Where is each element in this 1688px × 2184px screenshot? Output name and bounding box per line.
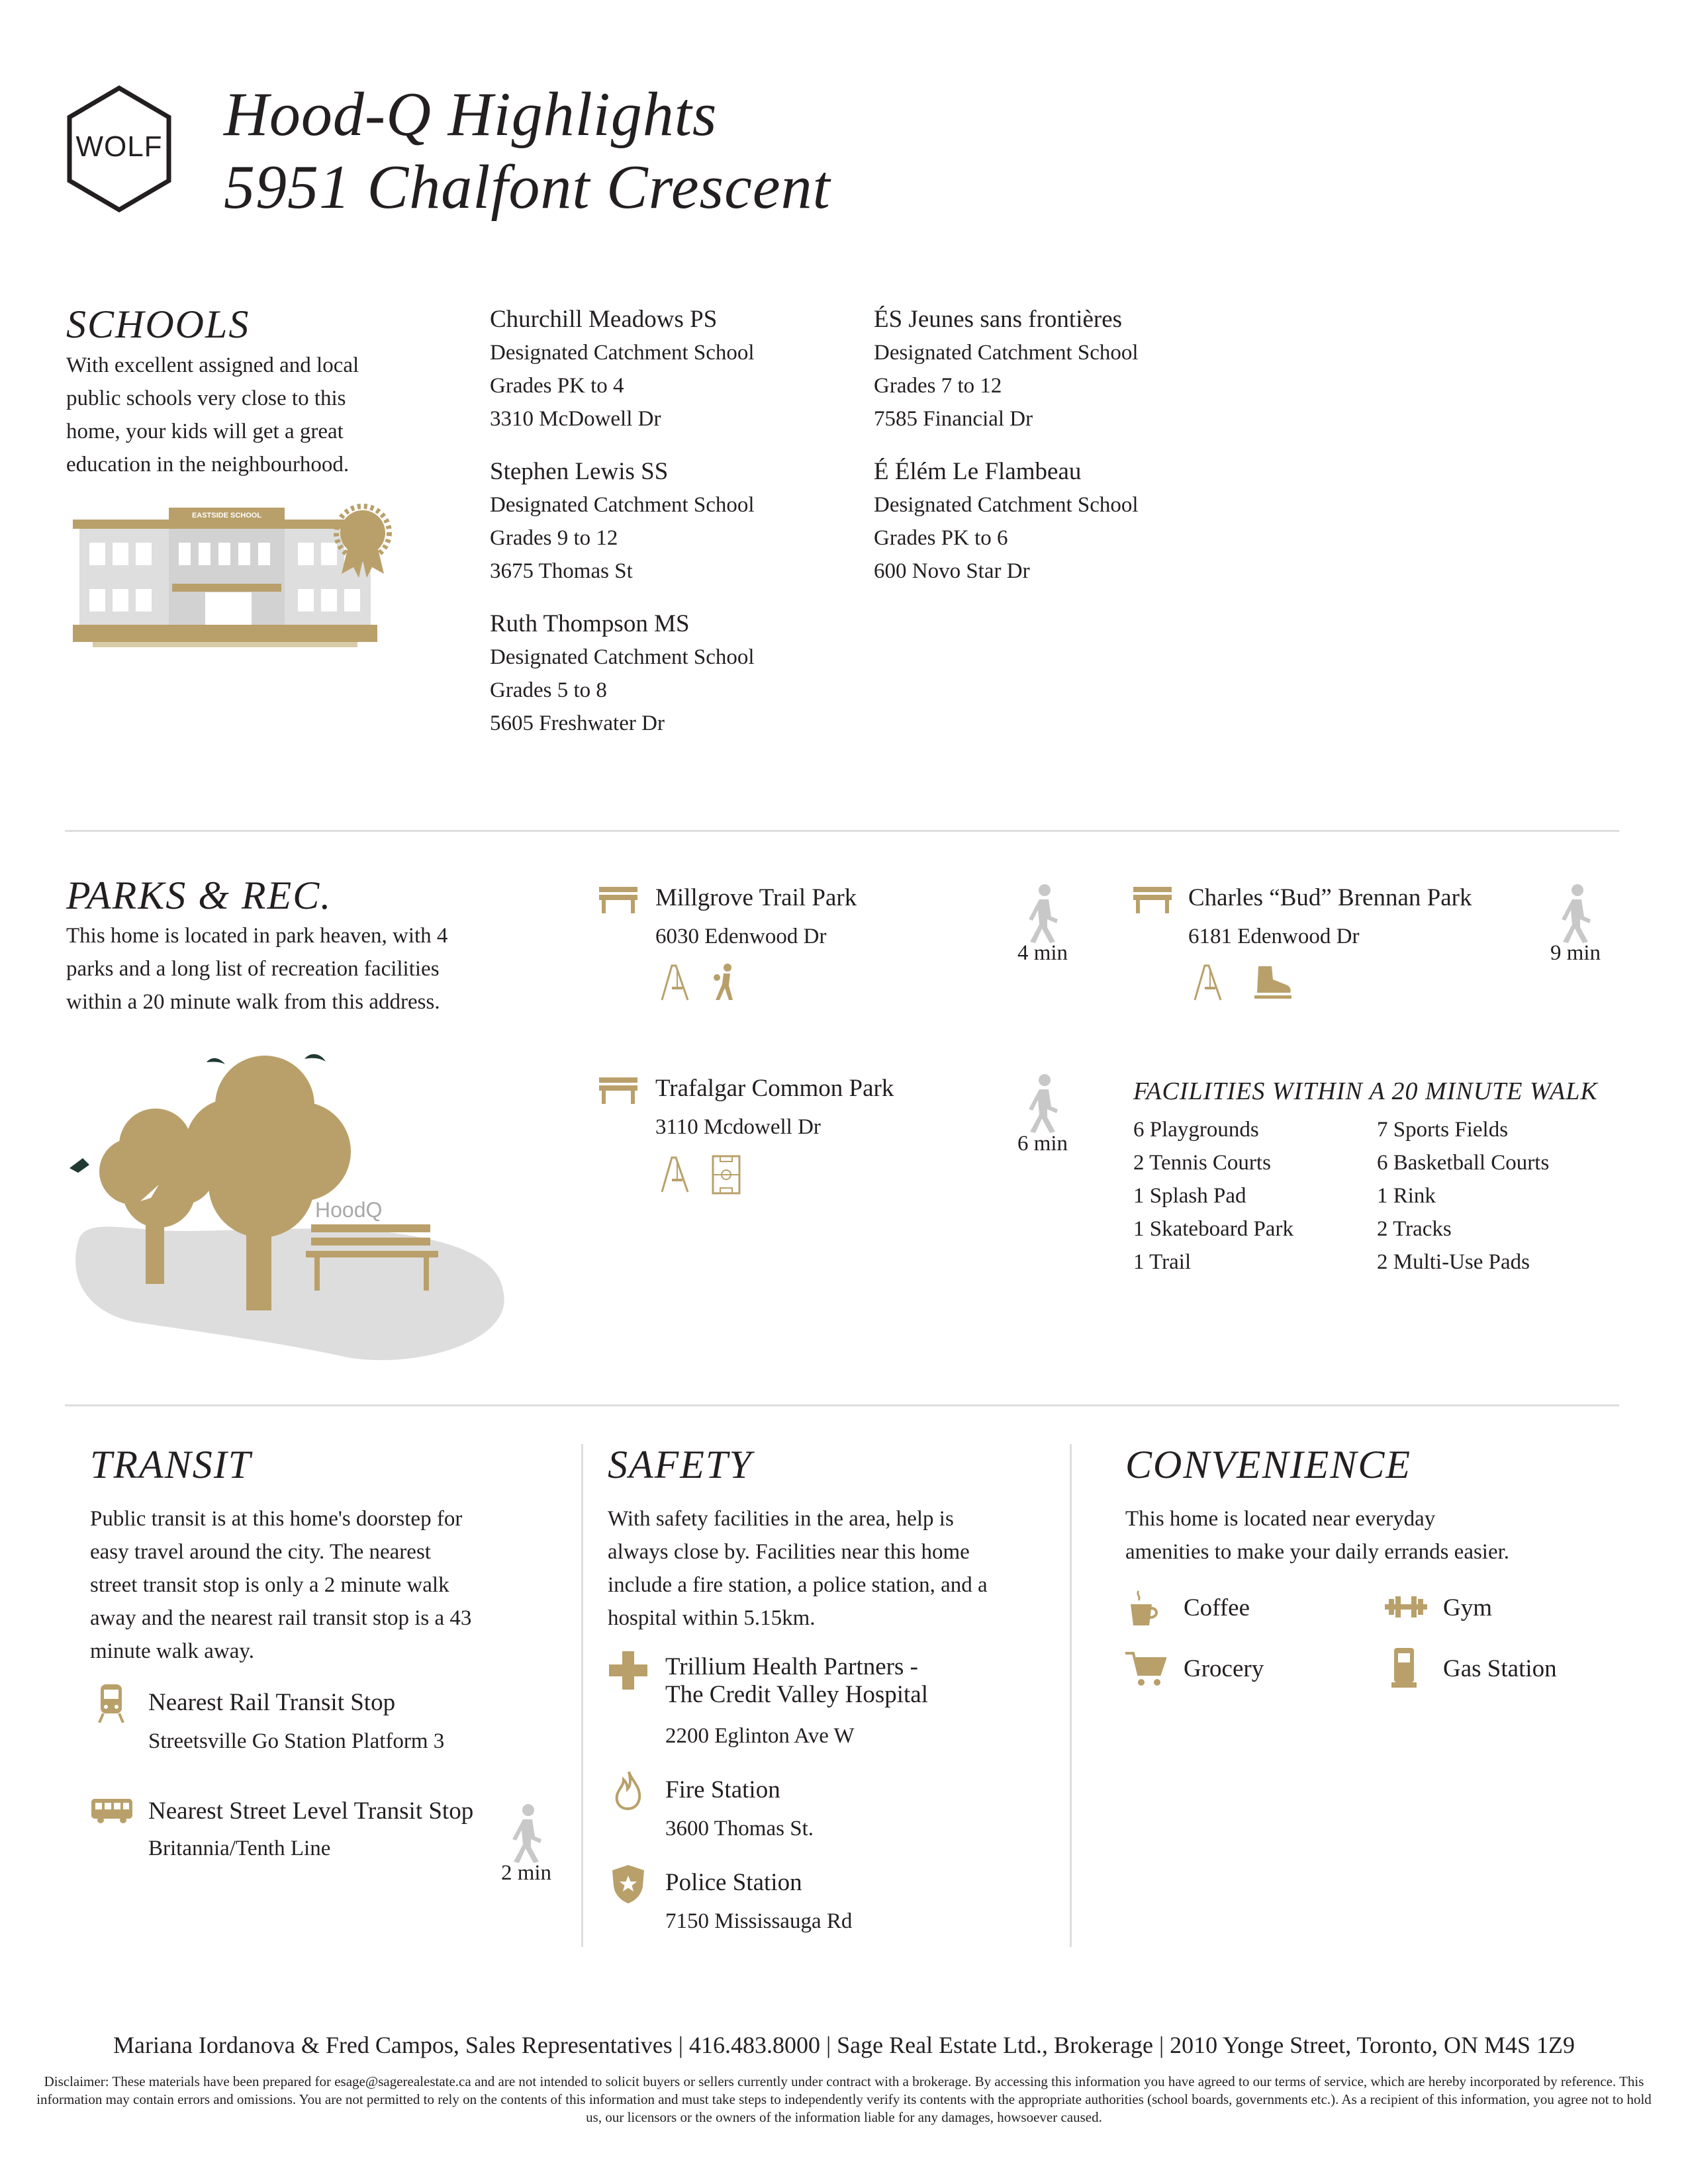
transit-heading: TRANSIT [90, 1443, 252, 1486]
parks-description: This home is located in park heaven, with 4 parks and a long list of recreation facilities within a 20 minute walk from this address. [66, 924, 448, 1014]
police-badge-icon [612, 1865, 644, 1903]
column-divider [581, 1444, 583, 1947]
bench-icon [599, 887, 637, 913]
bench-icon [599, 1077, 637, 1104]
list-item: 6 Playgrounds [1133, 1118, 1259, 1142]
hospital-cross-icon [609, 1651, 647, 1690]
school-item: ÉS Jeunes sans frontières Designated Catchment School Grades 7 to 12 7585 Financial Dr [874, 306, 1139, 431]
park-address: 3110 Mcdowell Dr [655, 1115, 821, 1139]
walk-time: 4 min [1017, 941, 1068, 965]
park-illustration [66, 1032, 516, 1377]
hoodq-label: HoodQ [315, 1198, 383, 1222]
walk-time: 9 min [1550, 941, 1601, 965]
gym-icon [1385, 1596, 1427, 1617]
school-illustration [73, 490, 404, 655]
transit-description: Public transit is at this home's doorstep for easy travel around the city. The nearest street transit stop is only a 2 minute walk away and the nearest rail transit stop is a 43 minute walk away. [90, 1507, 472, 1663]
walk-icon [1025, 884, 1062, 943]
facilities-list-left [1133, 1113, 1293, 1279]
park-name: Trafalgar Common Park [655, 1075, 894, 1102]
safety-description: With safety facilities in the area, help is always close by. Facilities near this home include a fire station, a police station, and a hospital within 5.15km. [608, 1507, 988, 1630]
hospital-name: Trillium Health Partners - The Credit Valley Hospital [665, 1653, 928, 1708]
walk-time: 6 min [1017, 1132, 1068, 1156]
logo [63, 83, 175, 215]
bus-icon [91, 1799, 132, 1824]
list-item: 1 Rink [1377, 1184, 1436, 1208]
logo-text: WOLF [75, 130, 163, 163]
grocery-cart-icon [1125, 1651, 1166, 1688]
coffee-icon [1129, 1590, 1158, 1627]
police-station-address: 7150 Mississauga Rd [665, 1909, 853, 1933]
page-address: 5951 Chalfont Crescent [224, 153, 831, 222]
street-stop-name: Britannia/Tenth Line [148, 1837, 331, 1860]
school-item: Churchill Meadows PS Designated Catchment School Grades PK to 4 3310 McDowell Dr [490, 306, 755, 431]
list-item: 6 Basketball Courts [1377, 1151, 1550, 1175]
convenience-grocery: Grocery [1184, 1655, 1264, 1682]
convenience-gas-station: Gas Station [1443, 1655, 1557, 1682]
safety-heading: SAFETY [608, 1443, 753, 1486]
footer-contact: Mariana Iordanova & Fred Campos, Sales Representatives | 416.483.8000 | Sage Real Estate Ltd., Brokerage | 2010 Yonge Street, Toronto, ON M4S 1Z9 [113, 2032, 1575, 2058]
gas-station-icon [1391, 1648, 1418, 1688]
list-item: 2 Multi-Use Pads [1377, 1250, 1530, 1274]
park-name: Charles “Bud” Brennan Park [1188, 884, 1472, 911]
street-stop-label: Nearest Street Level Transit Stop [148, 1797, 474, 1825]
list-item: 1 Splash Pad [1133, 1184, 1246, 1208]
park-address: 6030 Edenwood Dr [655, 925, 827, 948]
footer-disclaimer: Disclaimer: These materials have been prepared for esage@sagerealestate.ca and are not intended to solicit buyers or sellers currently under contract with a brokerage. By accessing this information you have agreed to our terms of service, which are hereby incorporated by reference. This information may contain errors and omissions. You are not permitted to rely on the contents of this information and must take steps to independently verify its contents with the appropriate authorities (school boards, governments etc.). As a recipient of this information, you agree not to hold us, our licensors or the owners of the information liable for any damages, howsoever caused. [36, 2073, 1652, 2125]
walk-icon [1558, 884, 1595, 943]
bench-icon [1133, 887, 1172, 913]
schools-heading: SCHOOLS [66, 302, 250, 346]
column-divider [1070, 1444, 1072, 1947]
walk-time: 2 min [500, 1861, 552, 1885]
convenience-coffee: Coffee [1184, 1594, 1250, 1621]
rail-stop-label: Nearest Rail Transit Stop [148, 1689, 396, 1716]
divider [65, 1404, 1619, 1406]
park-trees-icon [66, 1032, 516, 1377]
playground-icon [659, 1155, 692, 1193]
hospital-address: 2200 Eglinton Ave W [665, 1724, 855, 1748]
facilities-heading: FACILITIES WITHIN A 20 MINUTE WALK [1133, 1077, 1598, 1105]
list-item: 1 Trail [1133, 1250, 1192, 1274]
walk-icon [1025, 1073, 1062, 1133]
school-item: É Élém Le Flambeau Designated Catchment School Grades PK to 6 600 Novo Star Dr [874, 458, 1139, 583]
school-item: Ruth Thompson MS Designated Catchment School Grades 5 to 8 5605 Freshwater Dr [490, 610, 755, 735]
fire-station-address: 3600 Thomas St. [665, 1817, 814, 1841]
playground-icon [659, 963, 692, 1001]
train-icon [98, 1684, 124, 1723]
sports-field-icon [712, 963, 738, 1001]
park-address: 6181 Edenwood Dr [1188, 925, 1360, 948]
convenience-description: This home is located near everyday amenities to make your daily errands easier. [1125, 1507, 1510, 1564]
parks-heading: PARKS & REC. [66, 874, 332, 917]
convenience-heading: CONVENIENCE [1125, 1443, 1412, 1486]
soccer-field-icon [712, 1155, 741, 1195]
list-item: 7 Sports Fields [1377, 1118, 1509, 1142]
list-item: 2 Tennis Courts [1133, 1151, 1271, 1175]
park-name: Millgrove Trail Park [655, 884, 857, 911]
school-sign: EASTSIDE SCHOOL [191, 512, 262, 520]
skate-icon [1253, 966, 1293, 1001]
schools-description: With excellent assigned and local public schools very close to this home, your kids will get a great education in the neighbourhood. [66, 353, 359, 477]
playground-icon [1192, 963, 1225, 1001]
walk-icon [508, 1803, 545, 1863]
fire-icon [614, 1770, 642, 1810]
school-item: Stephen Lewis SS Designated Catchment School Grades 9 to 12 3675 Thomas St [490, 458, 755, 583]
list-item: 2 Tracks [1377, 1217, 1452, 1241]
facilities-list-right [1377, 1113, 1549, 1279]
police-station-name: Police Station [665, 1869, 802, 1896]
rail-stop-name: Streetsville Go Station Platform 3 [148, 1729, 445, 1753]
divider [65, 830, 1619, 832]
fire-station-name: Fire Station [665, 1776, 780, 1803]
list-item: 1 Skateboard Park [1133, 1217, 1293, 1241]
convenience-gym: Gym [1443, 1594, 1492, 1621]
page-title: Hood-Q Highlights [224, 80, 718, 149]
